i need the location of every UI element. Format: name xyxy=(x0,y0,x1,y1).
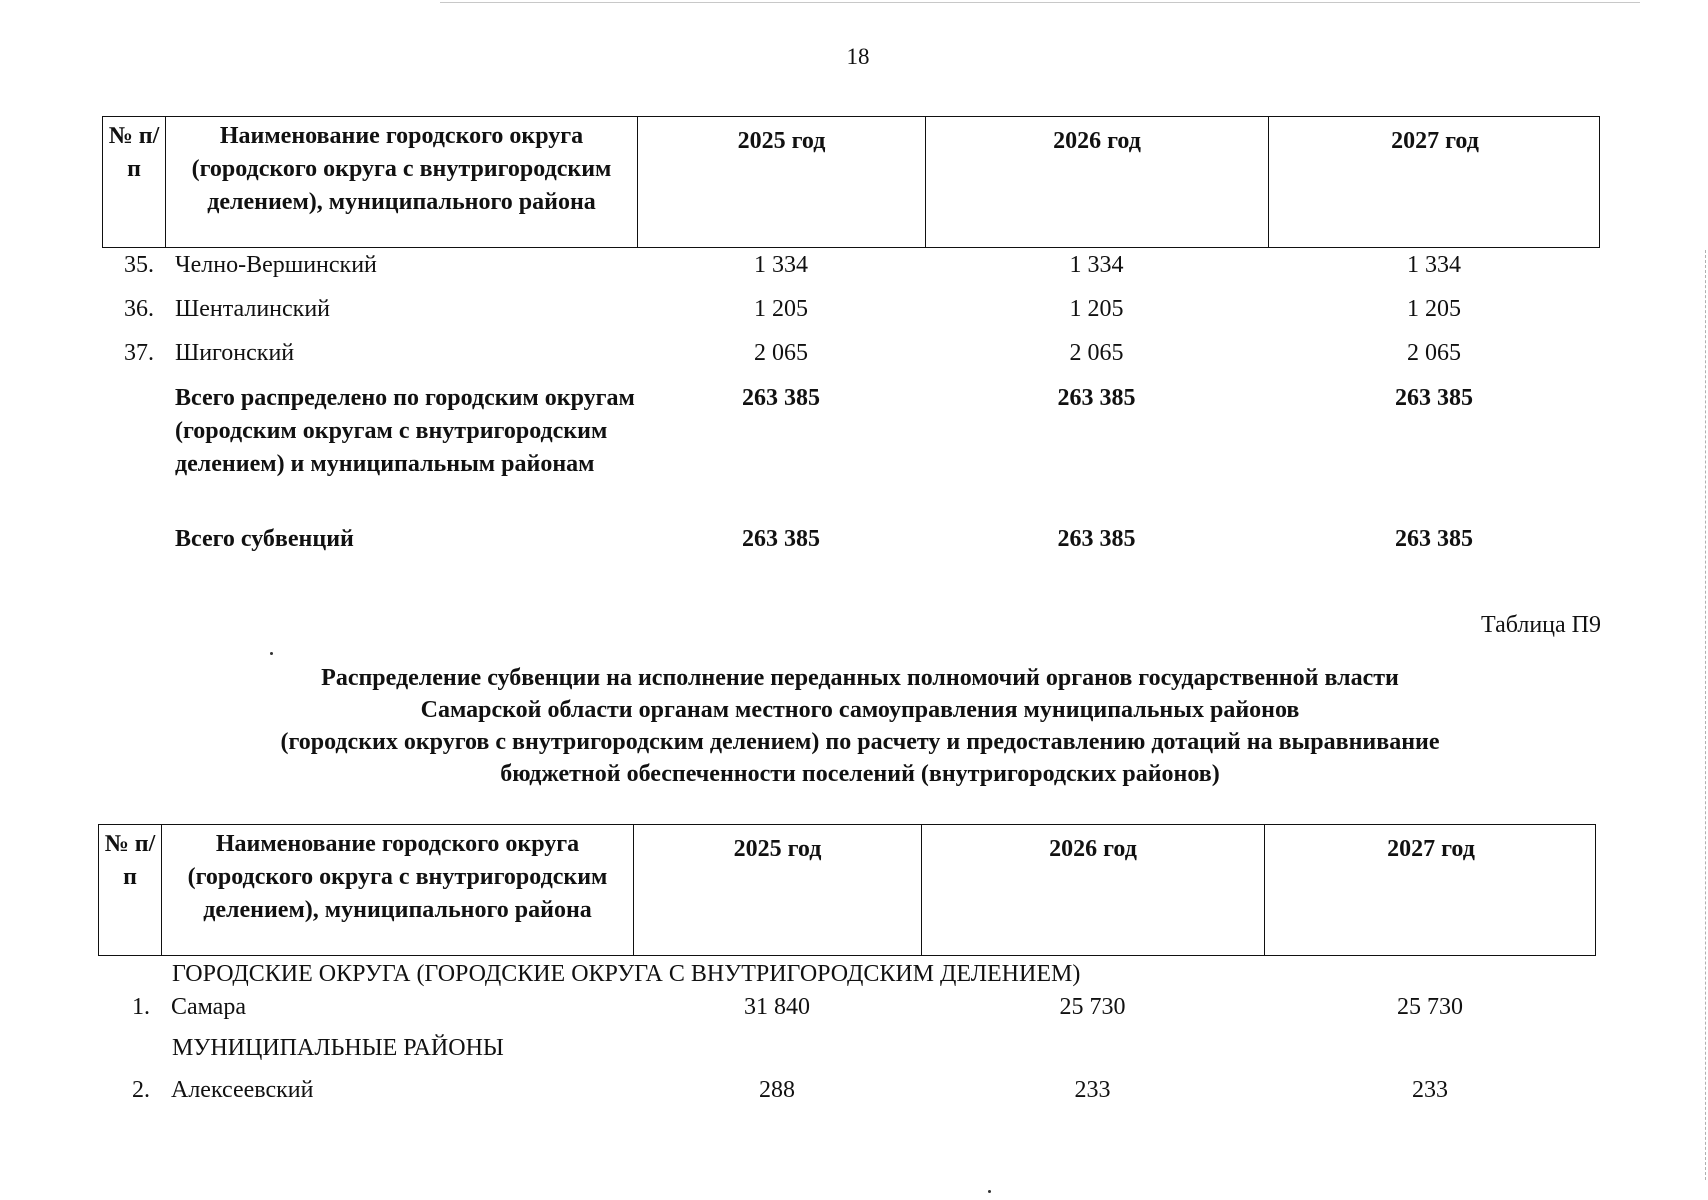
row-num: 35. xyxy=(124,252,154,278)
header-name: Наименование городского округа (городского округа с внутригородским делением), муниципального района xyxy=(166,117,638,247)
row-value-2025: 31 840 xyxy=(744,994,810,1020)
row-value-2027: 1 334 xyxy=(1407,252,1461,278)
row-name: Шигонский xyxy=(175,340,295,366)
header-year-2025: 2025 год xyxy=(638,117,926,247)
header-year-2027: 2027 год xyxy=(1391,128,1479,154)
row-value-2025: 2 065 xyxy=(754,340,808,366)
scan-edge-line xyxy=(440,2,1640,3)
header-num: № п/п xyxy=(103,117,166,247)
scan-speck xyxy=(988,1190,991,1193)
row-value-2026: 25 730 xyxy=(1059,994,1126,1020)
total-subventions-2026: 263 385 xyxy=(1057,526,1136,552)
row-value-2027: 2 065 xyxy=(1407,340,1461,366)
row-value-2026: 1 205 xyxy=(1069,296,1124,322)
total-subventions-2025: 263 385 xyxy=(742,526,820,552)
table-title-line: бюджетной обеспеченности поселений (внутригородских районов) xyxy=(500,761,1220,787)
section-urban-districts: ГОРОДСКИЕ ОКРУГА (ГОРОДСКИЕ ОКРУГА С ВНУТРИГОРОДСКИМ ДЕЛЕНИЕМ) xyxy=(172,961,1081,987)
row-num: 2. xyxy=(132,1077,150,1103)
table1-header xyxy=(102,116,1600,248)
row-value-2027: 1 205 xyxy=(1407,296,1461,322)
row-value-2027: 25 730 xyxy=(1397,994,1463,1020)
table-label: Таблица П9 xyxy=(1481,612,1601,638)
header-year-2026: 2026 год xyxy=(926,117,1269,247)
row-value-2026: 2 065 xyxy=(1069,340,1124,366)
header-year-2027: 2027 год xyxy=(1387,836,1475,862)
row-name: Самара xyxy=(171,994,246,1020)
table2-header xyxy=(98,824,1596,956)
total-distributed-label: Всего распределено по городским округам (городским округам с внутригородским делением) и муниципальным районам xyxy=(175,385,635,477)
row-name: Алексеевский xyxy=(171,1077,314,1103)
table-title-line: Распределение субвенции на исполнение переданных полномочий органов государственной власти xyxy=(321,665,1399,691)
scan-speck xyxy=(270,652,273,655)
total-subventions-2027: 263 385 xyxy=(1395,526,1473,552)
row-num: 1. xyxy=(132,994,150,1020)
header-num: № п/п xyxy=(99,825,162,955)
scan-edge-line xyxy=(1704,250,1706,1180)
header-name: Наименование городского округа (городского округа с внутригородским делением), муниципального района xyxy=(162,825,634,955)
total-distributed-2026: 263 385 xyxy=(1057,385,1136,411)
page-number: 18 xyxy=(846,44,870,69)
row-name: Челно-Вершинский xyxy=(175,252,377,278)
row-value-2025: 1 334 xyxy=(754,252,808,278)
total-subventions-label: Всего субвенций xyxy=(175,526,354,552)
table-title-line: (городских округов с внутригородским делением) по расчету и предоставлению дотаций на выравнивание xyxy=(280,729,1440,755)
header-year-2026: 2026 год xyxy=(922,825,1265,955)
table-title xyxy=(130,662,1590,790)
header-year-2025: 2025 год xyxy=(634,825,922,955)
row-value-2026: 233 xyxy=(1074,1077,1111,1103)
row-name: Шенталинский xyxy=(175,296,331,322)
row-num: 37. xyxy=(124,340,154,366)
table-title-line: Самарской области органам местного самоуправления муниципальных районов xyxy=(420,697,1300,723)
row-value-2025: 288 xyxy=(759,1077,795,1103)
row-value-2025: 1 205 xyxy=(754,296,808,322)
row-value-2027: 233 xyxy=(1412,1077,1448,1103)
section-municipal-districts: МУНИЦИПАЛЬНЫЕ РАЙОНЫ xyxy=(172,1035,504,1061)
row-value-2026: 1 334 xyxy=(1069,252,1124,278)
total-distributed-2027: 263 385 xyxy=(1395,385,1473,411)
row-num: 36. xyxy=(124,296,154,322)
total-distributed-2025: 263 385 xyxy=(742,385,820,411)
